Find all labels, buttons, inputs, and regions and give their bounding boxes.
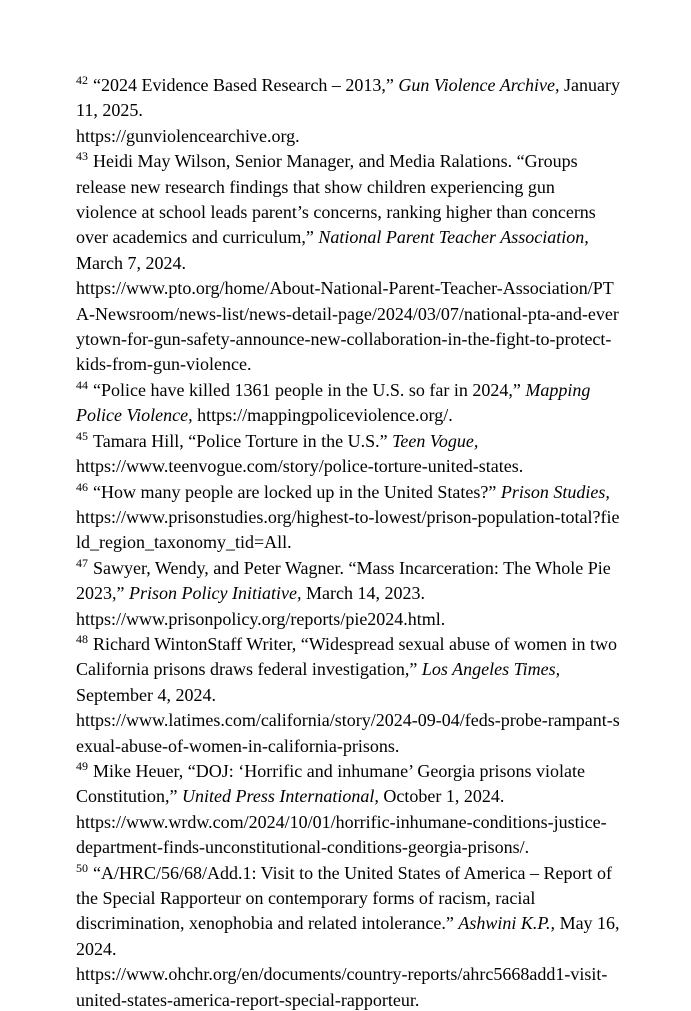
- citation-source: Prison Policy Initiative,: [129, 583, 302, 604]
- citation-url: https://www.prisonstudies.org/highest-to-lowest/prison-population-total?field_region_taxonomy_tid=All.: [76, 506, 620, 553]
- footnote-text: “Police have killed 1361 people in the U.S. so far in 2024,”: [93, 379, 526, 400]
- footnote-text: Sawyer, Wendy, and Peter Wagner. “Mass Incarceration: The Whole Pie 2023,”: [76, 557, 611, 604]
- footnote-text: May 16, 2024.: [76, 913, 620, 959]
- footnote-text: “How many people are locked up in the United States?”: [93, 481, 501, 502]
- footnote-44: [76, 378, 620, 429]
- citation-url: https://www.ohchr.org/en/documents/country-reports/ahrc5668add1-visit-united-states-america-report-special-rapporteur.: [76, 964, 608, 1010]
- footnote-48: [76, 632, 620, 759]
- footnote-47: [76, 556, 620, 632]
- citation-source: Gun Violence Archive,: [398, 75, 560, 95]
- citation-url: https://www.pto.org/home/About-National-Parent-Teacher-Association/PTA-Newsroom/news-list/news-detail-page/2024/03/07/national-pta-and-everytown-for-gun-safety-announce-new-collaboration-in-the-fight-to-protect-kids-from-gun-violence.: [76, 278, 619, 375]
- footnote-number: 46: [76, 479, 88, 494]
- citation-source: Los Angeles Times,: [421, 659, 561, 680]
- footnote-number: 45: [76, 428, 88, 443]
- footnote-text: September 4, 2024.: [76, 684, 216, 705]
- footnote-text: Richard WintonStaff Writer, “Widespread sexual abuse of women in two California prisons draws federal investigation,”: [76, 633, 617, 680]
- footnote-text: Tamara Hill, “Police Torture in the U.S.”: [93, 430, 393, 451]
- footnote-list: [76, 73, 620, 1011]
- footnote-number: 44: [76, 377, 88, 392]
- citation-url: https://mappingpoliceviolence.org/.: [197, 405, 453, 426]
- citation-url: https://www.latimes.com/california/story/2024-09-04/feds-probe-rampant-sexual-abuse-of-women-in-california-prisons.: [76, 710, 620, 756]
- citation-url: https://gunviolencearchive.org.: [76, 125, 300, 146]
- citation-source: Prison Studies,: [500, 481, 610, 502]
- footnote-text: March 7, 2024.: [76, 252, 186, 273]
- footnote-text: “2024 Evidence Based Research – 2013,”: [93, 75, 399, 95]
- footnote-43: [76, 149, 620, 378]
- footnote-42: [76, 73, 620, 149]
- footnote-text: Mike Heuer, “DOJ: ‘Horrific and inhumane’ Georgia prisons violate Constitution,”: [76, 760, 585, 807]
- footnote-number: 49: [76, 758, 88, 773]
- citation-source: Teen Vogue,: [392, 430, 479, 451]
- citation-url: https://www.wrdw.com/2024/10/01/horrific-inhumane-conditions-justice-department-finds-unconstitutional-conditions-georgia-prisons/.: [76, 811, 607, 858]
- footnote-number: 50: [76, 860, 88, 875]
- footnote-50: [76, 861, 620, 1011]
- citation-source: National Parent Teacher Association,: [318, 227, 589, 248]
- citation-source: Ashwini K.P.,: [458, 913, 556, 934]
- citation-url: https://www.teenvogue.com/story/police-torture-united-states.: [76, 456, 524, 477]
- footnote-text: October 1, 2024.: [378, 786, 505, 807]
- citation-source: Mapping Police Violence,: [76, 379, 591, 426]
- footnote-text: March 14, 2023.: [301, 583, 425, 604]
- footnote-49: [76, 759, 620, 861]
- citation-source: United Press International,: [182, 786, 379, 807]
- footnote-number: 47: [76, 555, 88, 570]
- footnote-46: [76, 480, 620, 556]
- footnote-text: January 11, 2025.: [76, 75, 620, 121]
- footnote-number: 43: [76, 149, 88, 164]
- footnote-text: Heidi May Wilson, Senior Manager, and Media Ralations. “Groups release new research findings that show children experiencing gun violence at school leads parent’s concerns, ranking higher than concerns over academics and curriculum,”: [76, 151, 596, 248]
- citation-url: https://www.prisonpolicy.org/reports/pie2024.html.: [76, 608, 446, 629]
- footnote-number: 48: [76, 631, 88, 646]
- footnote-text: “A/HRC/56/68/Add.1: Visit to the United States of America – Report of the Special Rapporteur on contemporary forms of racism, racial discrimination, xenophobia and related intolerance.”: [76, 862, 613, 934]
- footnote-number: 42: [76, 73, 88, 87]
- footnote-45: [76, 429, 620, 480]
